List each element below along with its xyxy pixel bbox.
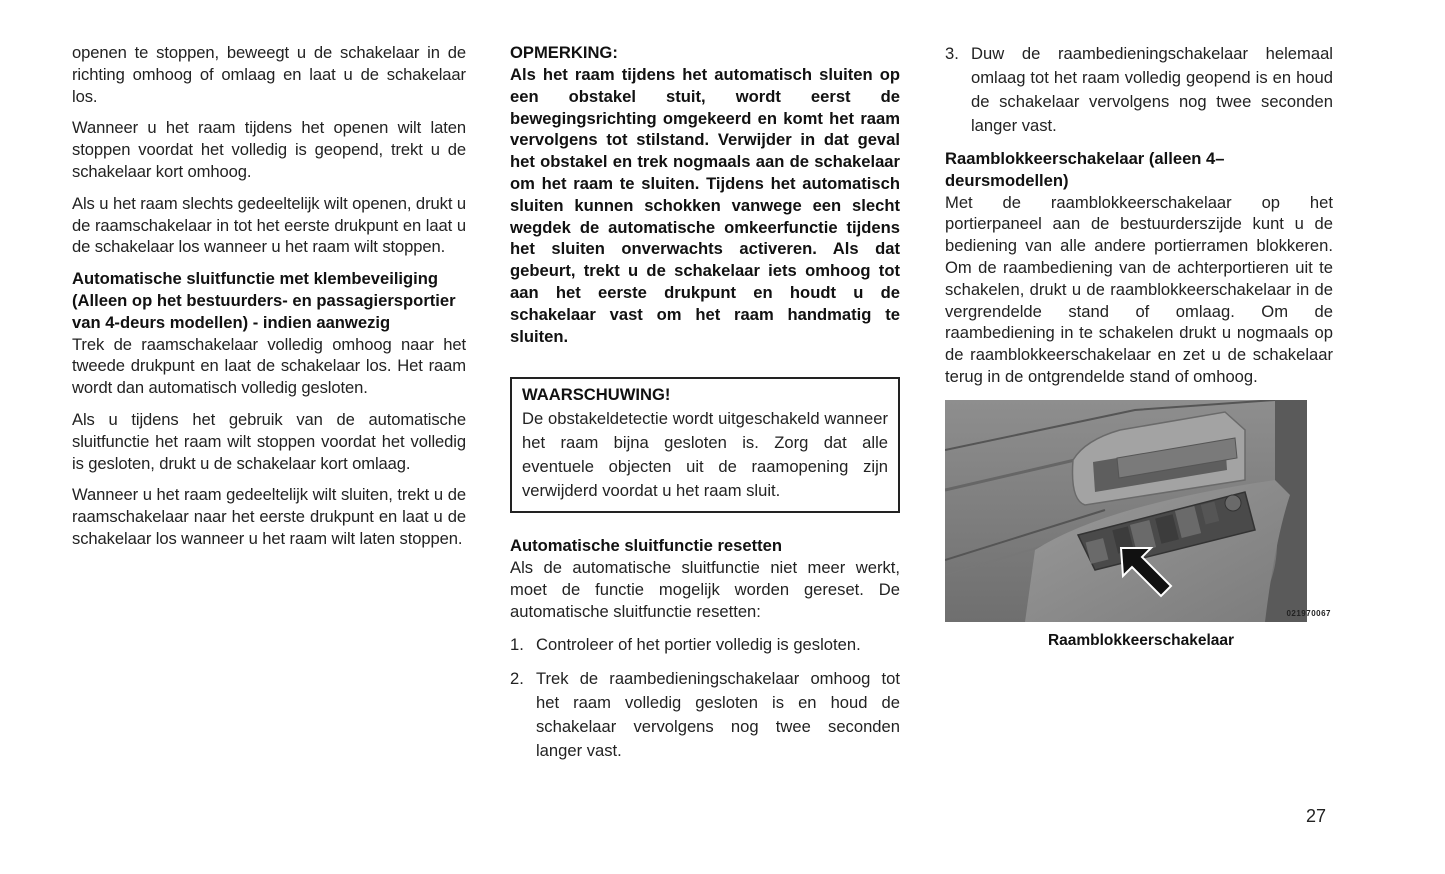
step-text: Trek de raambedieningschakelaar omhoog tot het raam volledig gesloten is en houd de schakelaar vervolgens nog twee seconden langer vast.	[536, 668, 900, 760]
paragraph: Met de raamblokkeerschakelaar op het portierpaneel aan de bestuurderszijde kunt u de bediening van alle andere portierramen blokkeren. Om de raambediening van de achterportieren uit te schakelen, drukt u de raamblokkeerschakelaar in de vergrendelde stand of omlaag. Om de raambediening in te schakelen drukt u nogmaals op de raamblokkeerschakelaar en zet u de schakelaar terug in de ontgrendelde stand of omhoog.	[945, 192, 1333, 386]
column-middle	[510, 42, 900, 773]
note-title: OPMERKING:	[510, 43, 618, 62]
section-heading-auto-close: Automatische sluitfunctie met klembeveiliging (Alleen op het bestuurders- en passagiersportier van 4-deurs modellen) - indien aanwezig	[72, 269, 456, 332]
door-panel-figure	[945, 400, 1337, 622]
step-number: 1.	[510, 634, 524, 654]
step-number: 2.	[510, 668, 524, 688]
paragraph: Als de automatische sluitfunctie niet meer werkt, moet de functie mogelijk worden gereset. De automatische sluitfunctie resetten:	[510, 558, 900, 621]
warning-body: De obstakeldetectie wordt uitgeschakeld wanneer het raam bijna gesloten is. Zorg dat alle eventuele objecten uit de raamopening zijn verwijderd voordat u het raam sluit.	[522, 409, 888, 501]
paragraph: Wanneer u het raam gedeeltelijk wilt sluiten, trekt u de raamschakelaar naar het eerste drukpunt en laat u de schakelaar los wanneer u het raam wilt laten stoppen.	[72, 485, 466, 548]
reset-steps-list-continued	[945, 42, 1333, 138]
reset-steps-list	[510, 633, 900, 763]
section-heading-reset: Automatische sluitfunctie resetten	[510, 536, 783, 556]
figure-caption: Raamblokkeerschakelaar	[1047, 631, 1235, 649]
paragraph: Als u tijdens het gebruik van de automatische sluitfunctie het raam wilt stoppen voordat het volledig is gesloten, drukt u de schakelaar kort omlaag.	[72, 409, 466, 473]
section-heading-window-lock: Raamblokkeerschakelaar (alleen 4–deursmodellen)	[945, 149, 1225, 190]
list-item	[510, 633, 900, 657]
note-body: Als het raam tijdens het automatisch sluiten op een obstakel stuit, wordt eerst de bewegingsrichting omgekeerd en komt het raam vervolgens tot stilstand. Verwijder in dat geval het obstakel en trek nogmaals aan de schakelaar om het raam te sluiten. Tijdens het automatisch sluiten kunnen schokken vanwege een slecht wegdek de automatische omkeerfunctie tijdens het sluiten onverwachts activeren. Als dat gebeurt, trekt u de schakelaar iets omhoog tot aan het eerste drukpunt en houdt u de schakelaar vast om het raam handmatig te sluiten.	[510, 65, 900, 346]
list-item	[945, 42, 1333, 138]
paragraph: Trek de raamschakelaar volledig omhoog naar het tweede drukpunt en laat de schakelaar los. Het raam wordt dan automatisch volledig gesloten.	[72, 334, 466, 398]
page-number: 27	[1306, 806, 1327, 826]
step-text: Controleer of het portier volledig is gesloten.	[536, 634, 861, 654]
reset-section	[510, 535, 900, 762]
step-number: 3.	[945, 44, 959, 63]
paragraph: Wanneer u het raam tijdens het openen wilt laten stoppen voordat het volledig is geopend, trekt u de schakelaar kort omhoog.	[72, 118, 466, 181]
warning-title: WAARSCHUWING!	[522, 385, 671, 405]
paragraph: Als u het raam slechts gedeeltelijk wilt openen, drukt u de raamschakelaar in tot het eerste drukpunt en laat u de schakelaar los wanneer u het raam wilt stoppen.	[72, 193, 466, 257]
door-panel-illustration	[945, 400, 1337, 622]
note-block	[510, 42, 900, 347]
paragraph: openen te stoppen, beweegt u de schakelaar in de richting omhoog of omlaag en laat u de schakelaar los.	[72, 43, 466, 106]
list-item	[510, 667, 900, 763]
column-right	[945, 42, 1333, 650]
mirror-control-knob	[1225, 495, 1241, 511]
figure-code: 021970067	[1286, 608, 1331, 618]
column-left	[72, 42, 466, 560]
warning-box	[510, 377, 900, 513]
step-text: Duw de raambedieningschakelaar helemaal omlaag tot het raam volledig geopend is en houd de schakelaar vervolgens nog twee seconden langer vast.	[971, 44, 1333, 135]
